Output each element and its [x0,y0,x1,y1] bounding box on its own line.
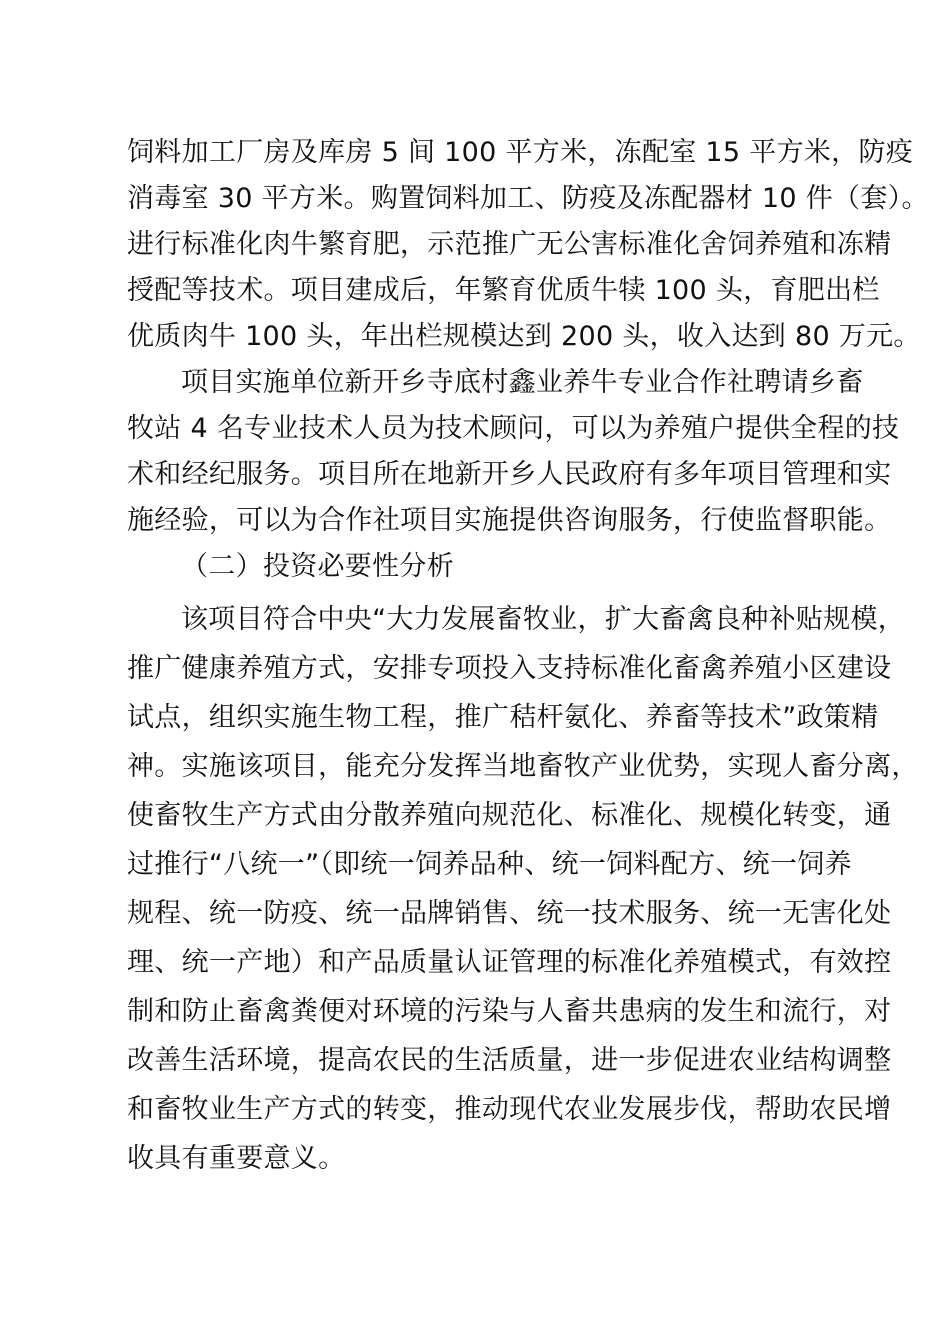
text-line: 规程、统一防疫、统一品牌销售、统一技术服务、统一无害化处 [127,898,892,929]
text-line: 优质肉牛 100 头，年出栏规模达到 200 头，收入达到 80 万元。 [127,321,921,352]
paragraph-first-line: 项目实施单位新开乡寺底村鑫业养牛专业合作社聘请乡畜 [181,367,864,398]
text-line: 授配等技术。项目建成后，年繁育优质牛犊 100 头，育肥出栏 [127,275,880,306]
text-line: 饲料加工厂房及库房 5 间 100 平方米，冻配室 15 平方米，防疫 [127,137,914,168]
text-line: 改善生活环境，提高农民的生活质量，进一步促进农业结构调整 [127,1045,892,1076]
text-line: 推广健康养殖方式，安排专项投入支持标准化畜禽养殖小区建设 [127,653,892,684]
text-line: 和畜牧业生产方式的转变，推动现代农业发展步伐，帮助农民增 [127,1094,892,1125]
text-line: 施经验，可以为合作社项目实施提供咨询服务，行使监督职能。 [127,505,892,536]
paragraph-first-line: 该项目符合中央“大力发展畜牧业，扩大畜禽良种补贴规模， [181,604,906,635]
text-line: 理、统一产地）和产品质量认证管理的标准化养殖模式，有效控 [127,947,892,978]
text-line: 试点，组织实施生物工程，推广秸杆氨化、养畜等技术”政策精 [127,702,879,733]
text-line: 制和防止畜禽粪便对环境的污染与人畜共患病的发生和流行，对 [127,996,892,1027]
text-line: 进行标准化肉牛繁育肥，示范推广无公害标准化舍饲养殖和冻精 [127,229,892,260]
text-line: 消毒室 30 平方米。购置饲料加工、防疫及冻配器材 10 件（套）。 [127,183,929,214]
text-line: 牧站 4 名专业技术人员为技术顾问，可以为养殖户提供全程的技 [127,413,900,444]
text-line: 过推行“八统一”（即统一饲养品种、统一饲料配方、统一饲养 [127,849,852,880]
text-line: 使畜牧生产方式由分散养殖向规范化、标准化、规模化转变，通 [127,800,892,831]
text-line: 神。实施该项目，能充分发挥当地畜牧产业优势，实现人畜分离， [127,751,919,782]
text-line: 术和经纪服务。项目所在地新开乡人民政府有多年项目管理和实 [127,459,892,490]
text-line: 收具有重要意义。 [127,1143,346,1174]
section-heading: （二）投资必要性分析 [181,551,454,582]
